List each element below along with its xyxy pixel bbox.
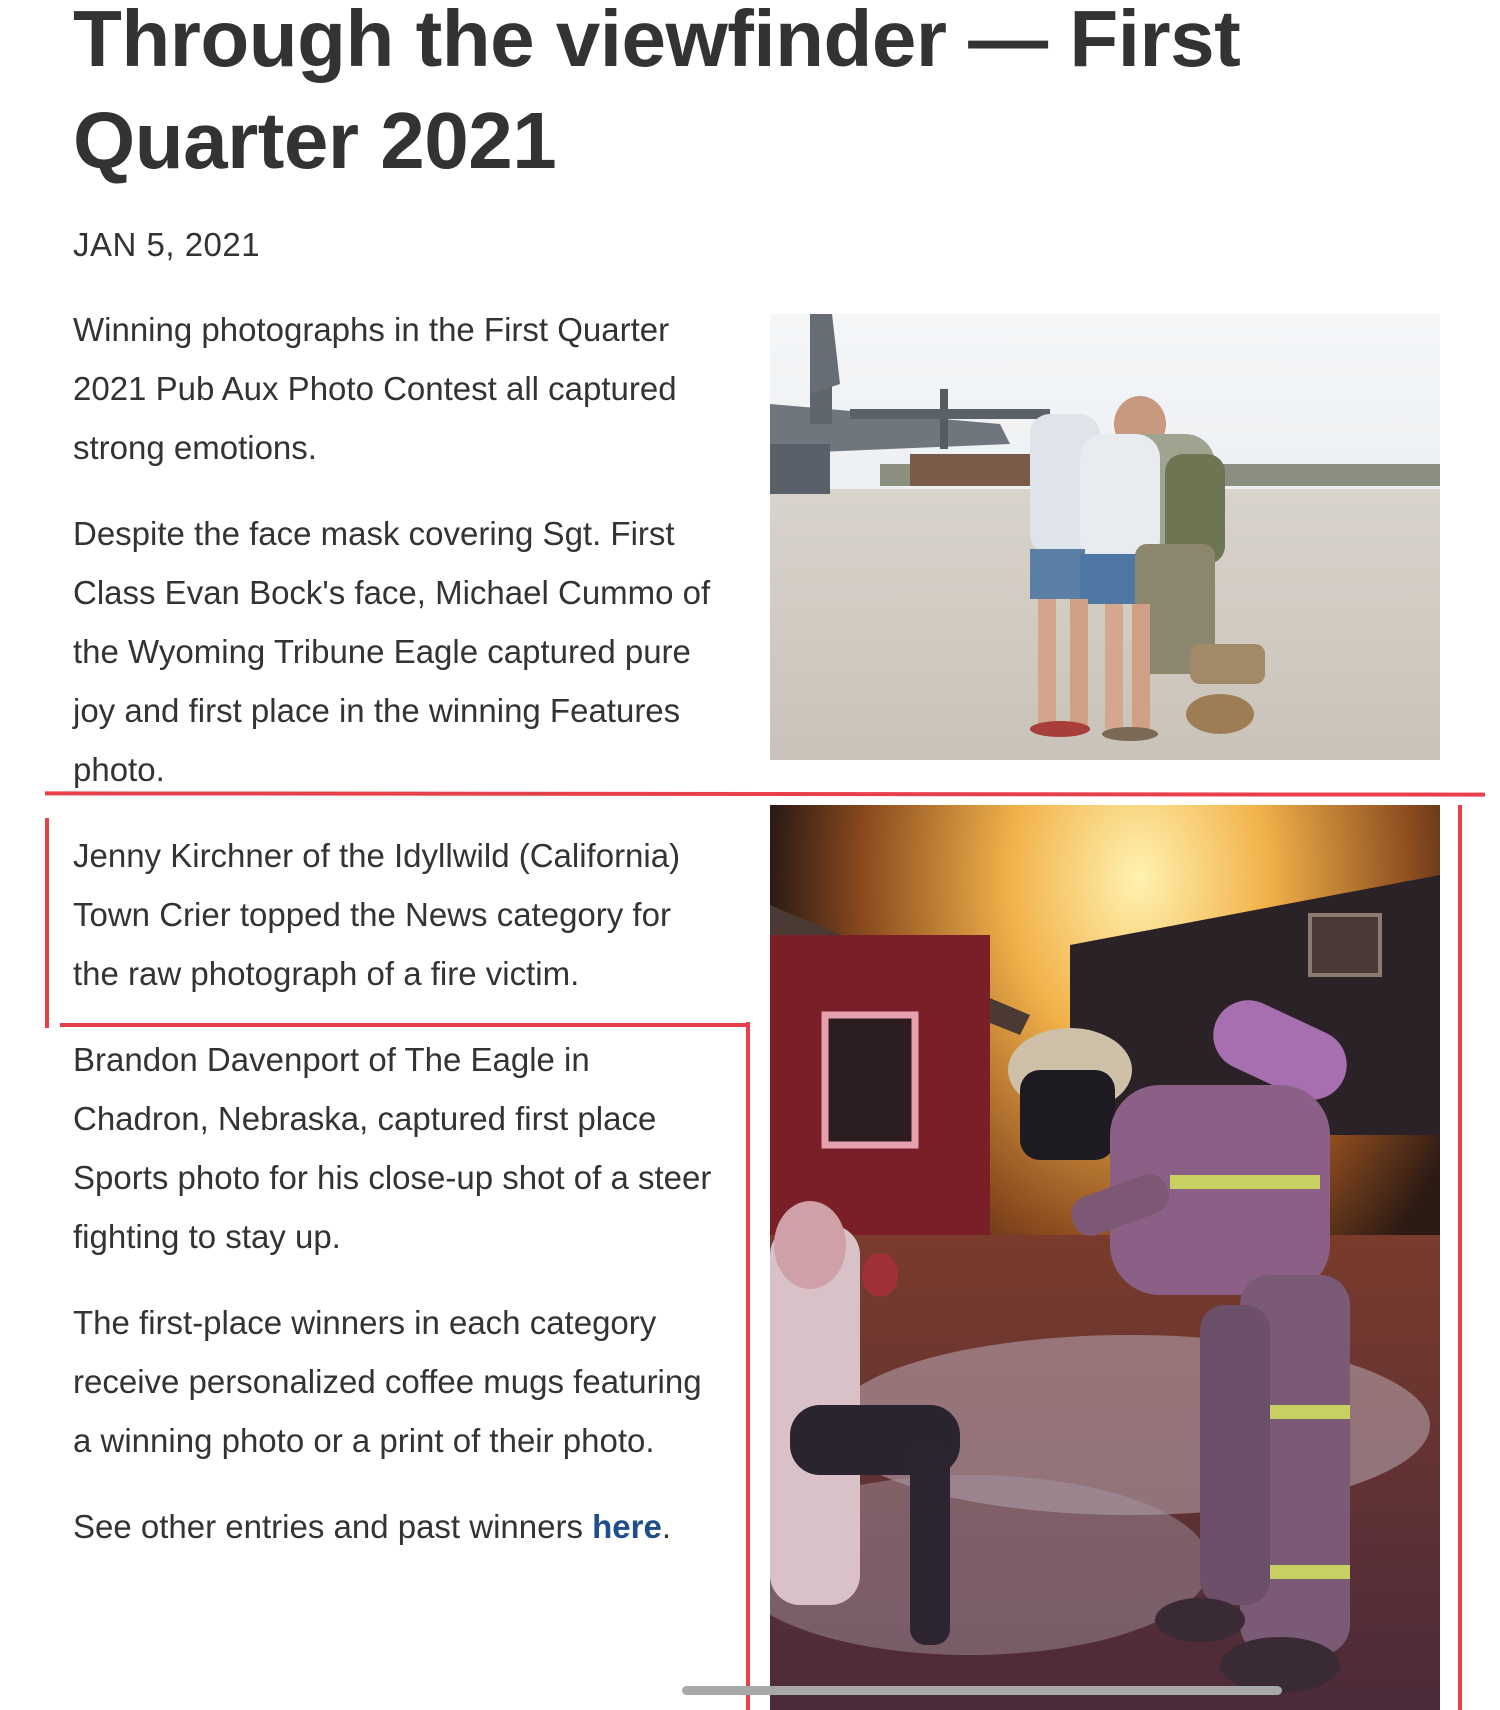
- annotation-line: [746, 1022, 750, 1710]
- see-more-prefix: See other entries and past winners: [73, 1508, 593, 1545]
- news-winning-photo[interactable]: [770, 805, 1440, 1710]
- article-title: Through the viewfinder — First Quarter 2021: [73, 0, 1241, 185]
- annotation-line: [45, 818, 49, 1028]
- firefighter-image: [770, 805, 1440, 1710]
- home-indicator[interactable]: [682, 1686, 1282, 1695]
- article-paragraph-sports: Brandon Davenport of The Eagle in Chadron, Nebraska, captured first place Sports photo for his close-up shot of a steer fighting to stay up.: [73, 1041, 712, 1255]
- here-link[interactable]: here: [592, 1508, 662, 1545]
- article-paragraph-prizes: The first-place winners in each category receive personalized coffee mugs featuring a winning photo or a print of their photo.: [73, 1304, 702, 1459]
- soldier-hug-image: [770, 314, 1440, 760]
- annotation-line: [1458, 805, 1462, 1710]
- article-paragraph-see-more: [73, 1497, 713, 1556]
- annotation-line: [60, 1023, 750, 1027]
- article-paragraph-features: Despite the face mask covering Sgt. First Class Evan Bock's face, Michael Cummo of the Wyoming Tribune Eagle captured pure joy and first place in the winning Features photo.: [73, 515, 711, 788]
- features-winning-photo[interactable]: [770, 314, 1440, 760]
- article-paragraph-news: Jenny Kirchner of the Idyllwild (California) Town Crier topped the News category for the raw photograph of a fire victim.: [73, 837, 681, 992]
- article-date: JAN 5, 2021: [73, 226, 261, 263]
- article-paragraph-intro: Winning photographs in the First Quarter 2021 Pub Aux Photo Contest all captured strong emotions.: [73, 311, 677, 466]
- see-more-suffix: .: [661, 1508, 672, 1545]
